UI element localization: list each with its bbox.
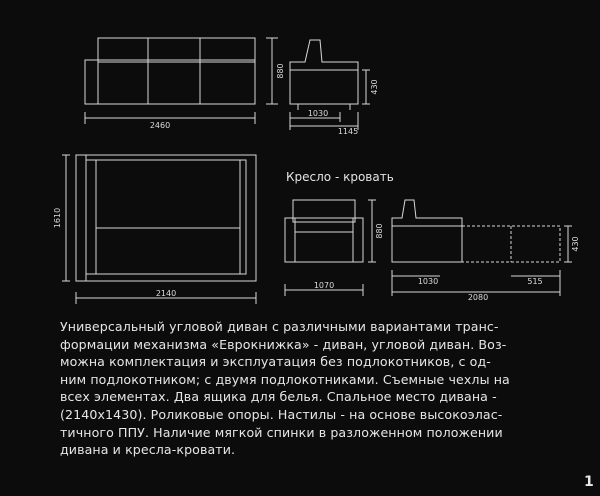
dim-chair-depth: 1030 xyxy=(417,277,439,286)
dim-chair-width: 1070 xyxy=(313,281,335,290)
dim-chair-bed-unfold: 515 xyxy=(527,277,543,286)
armchair-label: Кресло - кровать xyxy=(286,170,394,184)
dim-chair-bed-seat-height: 430 xyxy=(571,236,580,252)
description-line: можна комплектация и эксплуатация без подлокотников, с од- xyxy=(60,354,491,370)
dim-side-depth-total: 1145 xyxy=(337,127,359,136)
product-description xyxy=(60,318,575,459)
sofa-side-view xyxy=(290,40,370,130)
description-line: Универсальный угловой диван с различными вариантами транс- xyxy=(60,319,499,334)
dim-side-depth: 1030 xyxy=(307,109,329,118)
dim-chair-height: 880 xyxy=(375,223,384,239)
description-line: тичного ППУ. Наличие мягкой спинки в разложенном положении xyxy=(60,424,503,440)
dim-side-seat-height: 430 xyxy=(370,79,379,95)
description-line: дивана и кресла-кровати. xyxy=(60,442,236,458)
description-line: формации механизма «Еврокнижка» - диван, угловой диван. Воз- xyxy=(60,336,507,352)
sofa-front-view xyxy=(85,38,278,124)
description-line: всех элементах. Два ящика для белья. Спальное место дивана - xyxy=(60,389,497,405)
dim-sofa-width: 2460 xyxy=(149,121,171,130)
dim-unfolded-width: 2140 xyxy=(155,289,177,298)
dim-sofa-height: 880 xyxy=(276,63,285,79)
sofa-top-view xyxy=(62,155,256,304)
dim-unfolded-depth: 1610 xyxy=(53,207,62,229)
page-number: 1 xyxy=(584,474,594,490)
dim-chair-bed-total: 2080 xyxy=(467,293,489,302)
description-line: ним подлокотником; с двумя подлокотниками. Съемные чехлы на xyxy=(60,371,510,387)
description-line: (2140x1430). Роликовые опоры. Настилы - на основе высокоэлас- xyxy=(60,406,503,422)
